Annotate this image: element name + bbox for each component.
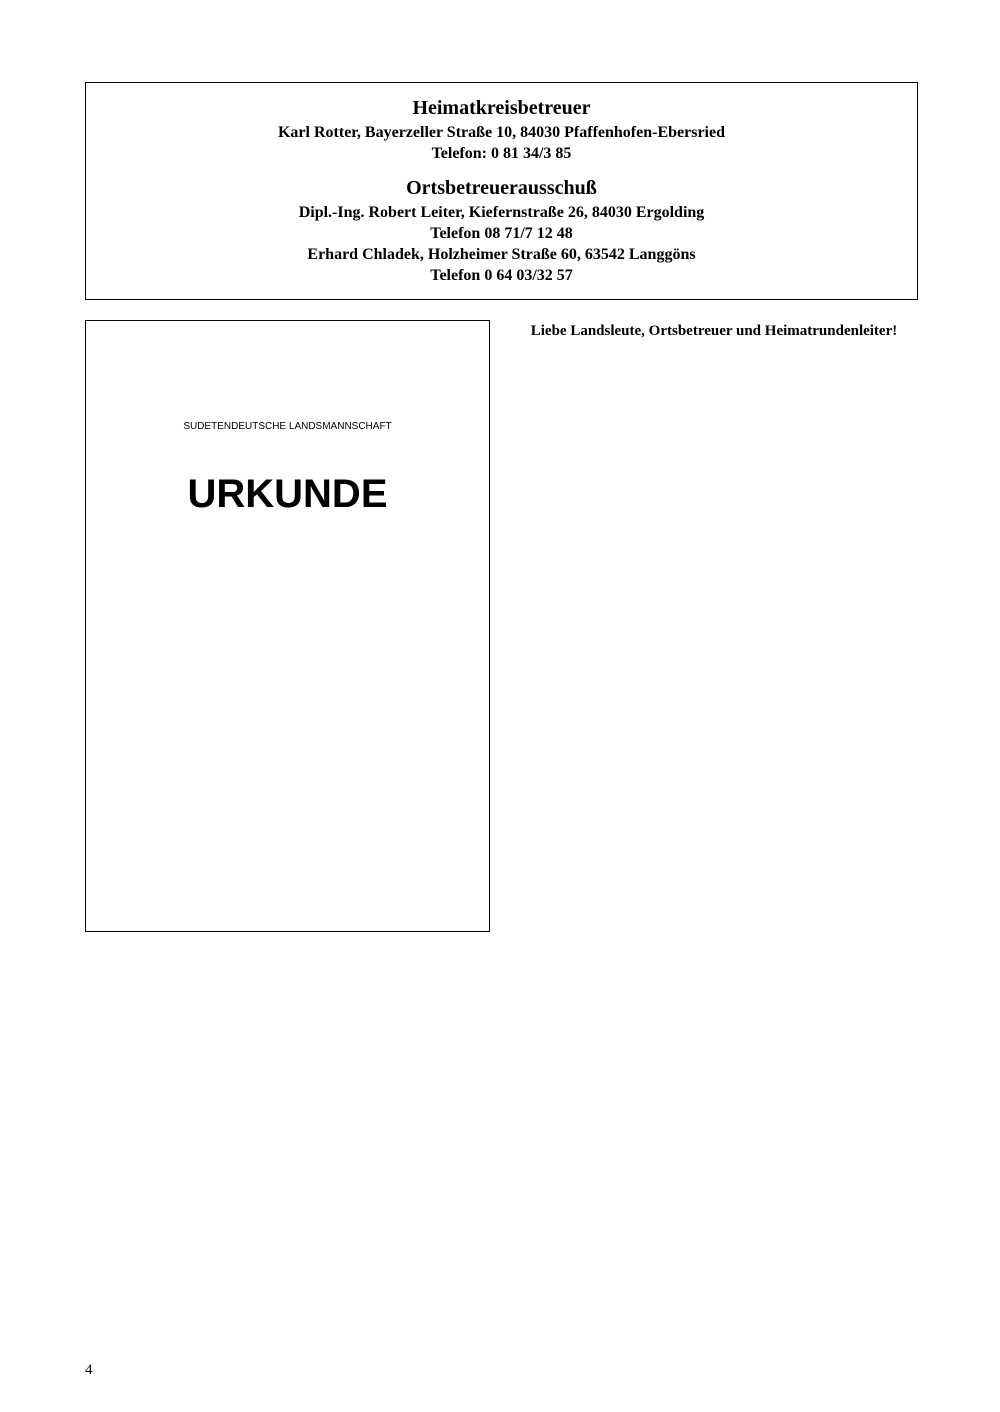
contact-heading-2: Ortsbetreuerausschuß (406, 177, 597, 199)
contact-line: Karl Rotter, Bayerzeller Straße 10, 84030 Pfaffenhofen-Ebersried (277, 124, 725, 141)
letter-column (510, 322, 918, 347)
certificate-image (85, 320, 490, 932)
contact-line: Telefon 08 71/7 12 48 (430, 225, 573, 242)
contact-line: Telefon: 0 81 34/3 85 (431, 145, 572, 162)
contact-line: Telefon 0 64 03/32 57 (430, 267, 573, 284)
contact-box (85, 82, 918, 300)
contact-heading-1: Heimatkreisbetreuer (412, 97, 591, 119)
contact-line: Erhard Chladek, Holzheimer Straße 60, 63542 Langgöns (307, 246, 696, 263)
contact-line: Dipl.-Ing. Robert Leiter, Kiefernstraße 26, 84030 Ergolding (298, 204, 705, 221)
certificate-title: URKUNDE (187, 472, 388, 516)
letter-heading: Liebe Landsleute, Ortsbetreuer und Heimatrundenleiter! (530, 323, 898, 339)
certificate-org: SUDETENDEUTSCHE LANDSMANNSCHAFT (183, 421, 392, 432)
page-number: 4 (85, 1362, 93, 1378)
